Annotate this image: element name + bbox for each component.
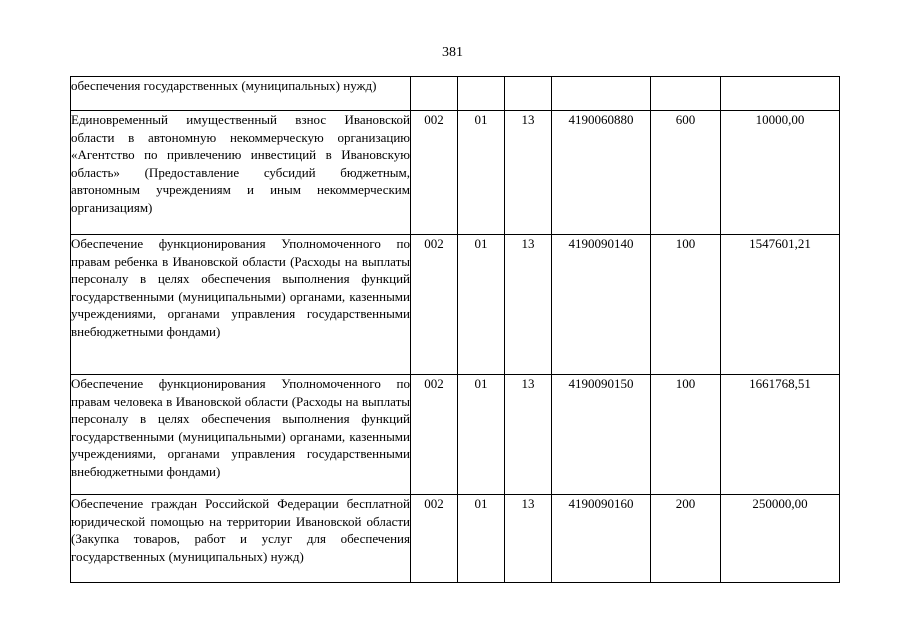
table-row [71, 235, 840, 375]
subsection-code: 13 [505, 495, 552, 583]
expense-type-code [651, 77, 721, 111]
amount-value [721, 77, 840, 111]
target-article-code: 4190090140 [552, 235, 651, 375]
ministry-code: 002 [411, 111, 458, 235]
target-article-code: 4190060880 [552, 111, 651, 235]
target-article-code [552, 77, 651, 111]
amount-value: 1661768,51 [721, 375, 840, 495]
subsection-code [505, 77, 552, 111]
expense-type-code: 100 [651, 375, 721, 495]
ministry-code: 002 [411, 235, 458, 375]
table-row [71, 495, 840, 583]
subsection-code: 13 [505, 111, 552, 235]
section-code: 01 [458, 111, 505, 235]
amount-value: 10000,00 [721, 111, 840, 235]
expense-type-code: 600 [651, 111, 721, 235]
amount-value: 1547601,21 [721, 235, 840, 375]
target-article-code: 4190090160 [552, 495, 651, 583]
subsection-code: 13 [505, 375, 552, 495]
subsection-code: 13 [505, 235, 552, 375]
ministry-code: 002 [411, 375, 458, 495]
section-code: 01 [458, 235, 505, 375]
table-row [71, 77, 840, 111]
row-description: обеспечения государственных (муниципальных) нужд) [71, 77, 411, 111]
section-code [458, 77, 505, 111]
section-code: 01 [458, 495, 505, 583]
row-description: Обеспечение функционирования Уполномоченного по правам ребенка в Ивановской области (Расходы на выплаты персоналу в целях обеспечения выполнения функций государственными (муниципальными) органами, казенными учреждениями, органами управления государственными внебюджетными фондами) [71, 235, 411, 375]
amount-value: 250000,00 [721, 495, 840, 583]
section-code: 01 [458, 375, 505, 495]
table-row [71, 375, 840, 495]
expense-type-code: 100 [651, 235, 721, 375]
ministry-code [411, 77, 458, 111]
row-description: Обеспечение граждан Российской Федерации бесплатной юридической помощью на территории Ивановской области (Закупка товаров, работ и услуг для обеспечения государственных (муниципальных) нужд) [71, 495, 411, 583]
page-number: 381 [442, 45, 463, 60]
row-description: Единовременный имущественный взнос Ивановской области в автономную некоммерческую организацию «Агентство по привлечению инвестиций в Ивановскую область» (Предоставление субсидий бюджетным, автономным учреждениям и иным некоммерческим организациям) [71, 111, 411, 235]
ministry-code: 002 [411, 495, 458, 583]
expense-type-code: 200 [651, 495, 721, 583]
table-row [71, 111, 840, 235]
row-description: Обеспечение функционирования Уполномоченного по правам человека в Ивановской области (Расходы на выплаты персоналу в целях обеспечения выполнения функций государственными (муниципальными) органами, казенными учреждениями, органами управления государственными внебюджетными фондами) [71, 375, 411, 495]
budget-table [70, 76, 840, 583]
target-article-code: 4190090150 [552, 375, 651, 495]
